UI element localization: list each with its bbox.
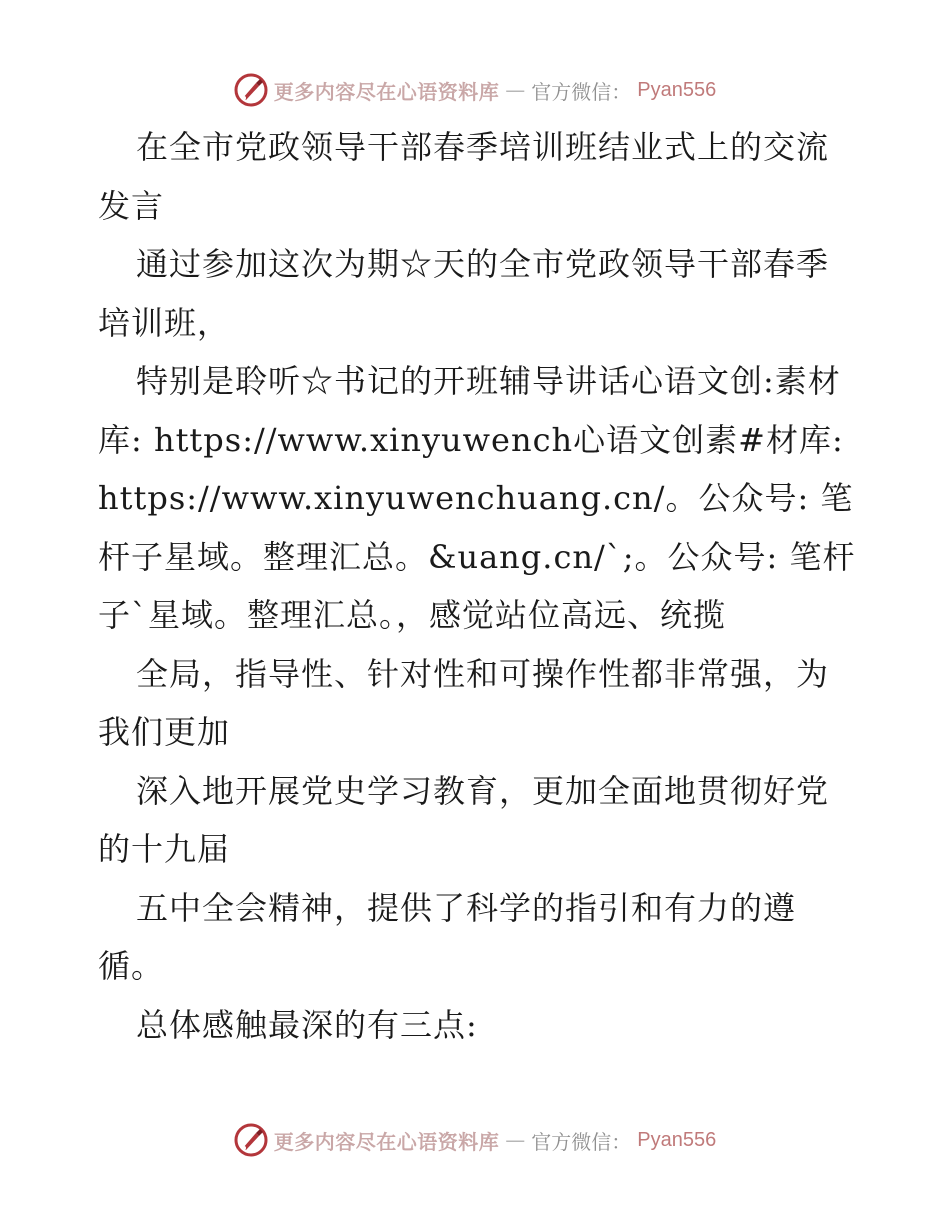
footer-wechat-id: Pyan556 xyxy=(637,1128,717,1151)
footer-wechat-label: 官方微信： xyxy=(531,1129,632,1154)
header-banner xyxy=(0,70,950,110)
document-body xyxy=(98,118,858,1054)
document-title: 在全市党政领导干部春季培训班结业式上的交流发言 xyxy=(98,128,830,225)
paragraph: 深入地开展党史学习教育，更加全面地贯彻好党的十九届 xyxy=(98,771,830,868)
pen-logo-icon xyxy=(234,1123,268,1157)
paragraph: 全局，指导性、针对性和可操作性都非常强，为我们更加 xyxy=(98,654,830,751)
paragraph: 特别是聆听☆书记的开班辅导讲话心语文创:素材库: https://www.xinyuwench心语文创素#材库: https://www.xinyuwenchuang.cn/。公众号: 笔杆子星域。整理汇总。&uang.cn/`;。公众号: 笔杆子`星域。整理汇总。，感觉站位高远、统揽 xyxy=(98,362,856,634)
header-separator: — xyxy=(505,78,526,102)
header-wechat-label: 官方微信： xyxy=(531,79,632,104)
header-wechat-id: Pyan556 xyxy=(637,78,717,101)
paragraph: 通过参加这次为期☆天的全市党政领导干部春季培训班， xyxy=(98,245,830,342)
paragraph: 五中全会精神，提供了科学的指引和有力的遵循。 xyxy=(98,888,797,985)
footer-banner xyxy=(0,1120,950,1160)
pen-logo-icon xyxy=(234,73,268,107)
paragraph: 总体感触最深的有三点: xyxy=(136,1005,478,1044)
header-slogan: 更多内容尽在心语资料库 xyxy=(273,79,500,104)
footer-separator: — xyxy=(505,1128,526,1152)
footer-slogan: 更多内容尽在心语资料库 xyxy=(273,1129,500,1154)
